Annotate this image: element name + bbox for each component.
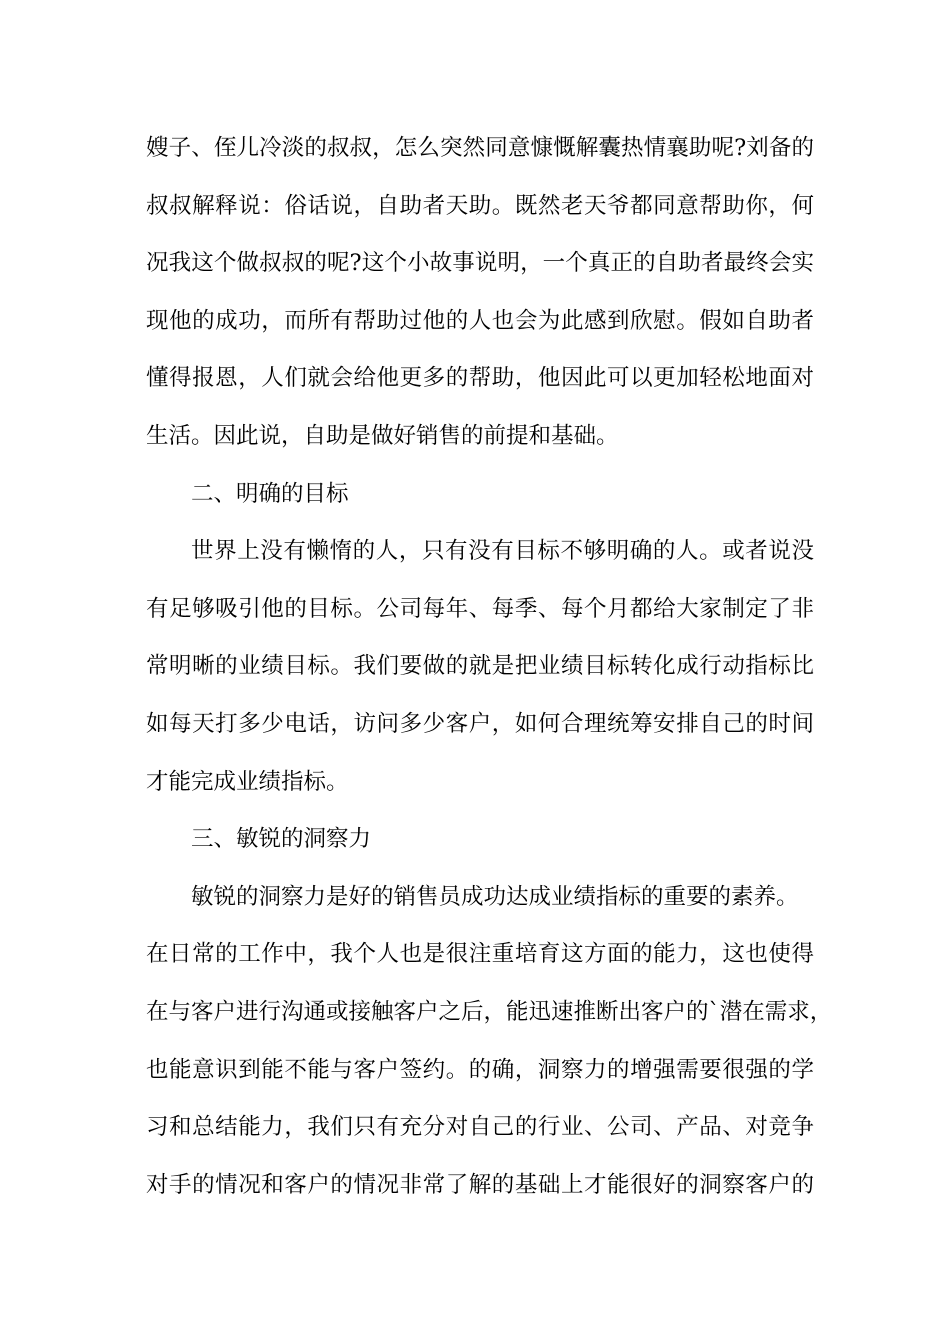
text-line: 如每天打多少电话，访问多少客户，如何合理统筹安排自己的时间 [146,710,814,737]
text-line: 懂得报恩，人们就会给他更多的帮助，他因此可以更加轻松地面对 [146,365,814,392]
section-heading: 三、敏锐的洞察力 [191,826,372,853]
text-line: 生活。因此说，自助是做好销售的前提和基础。 [146,422,619,449]
text-line: 况我这个做叔叔的呢?这个小故事说明，一个真正的自助者最终会实 [146,250,814,277]
text-line: 现他的成功，而所有帮助过他的人也会为此感到欣慰。假如自助者 [146,307,814,334]
text-line: 有足够吸引他的目标。公司每年、每季、每个月都给大家制定了非 [146,595,814,622]
text-line: 才能完成业绩指标。 [146,768,349,795]
text-line: 也能意识到能不能与客户签约。的确，洞察力的增强需要很强的学 [146,1056,814,1083]
section-heading: 二、明确的目标 [191,480,349,507]
text-line: 常明晰的业绩目标。我们要做的就是把业绩目标转化成行动指标比 [146,653,814,680]
text-line: 在日常的工作中，我个人也是很注重培育这方面的能力，这也使得 [146,941,814,968]
text-line: 对手的情况和客户的情况非常了解的基础上才能很好的洞察客户的 [146,1171,814,1198]
document-body [146,120,833,1214]
text-line: 敏锐的洞察力是好的销售员成功达成业绩指标的重要的素养。 [191,883,799,910]
text-line: 习和总结能力，我们只有充分对自己的行业、公司、产品、对竞争 [146,1114,814,1141]
text-line: 叔叔解释说：俗话说，自助者天助。既然老天爷都同意帮助你，何 [146,192,814,219]
text-line: 嫂子、侄儿冷淡的叔叔，怎么突然同意慷慨解囊热情襄助呢?刘备的 [146,135,814,161]
text-line: 在与客户进行沟通或接触客户之后，能迅速推断出客户的`潜在需求， [146,998,833,1025]
text-line: 世界上没有懒惰的人，只有没有目标不够明确的人。或者说没 [191,538,814,565]
